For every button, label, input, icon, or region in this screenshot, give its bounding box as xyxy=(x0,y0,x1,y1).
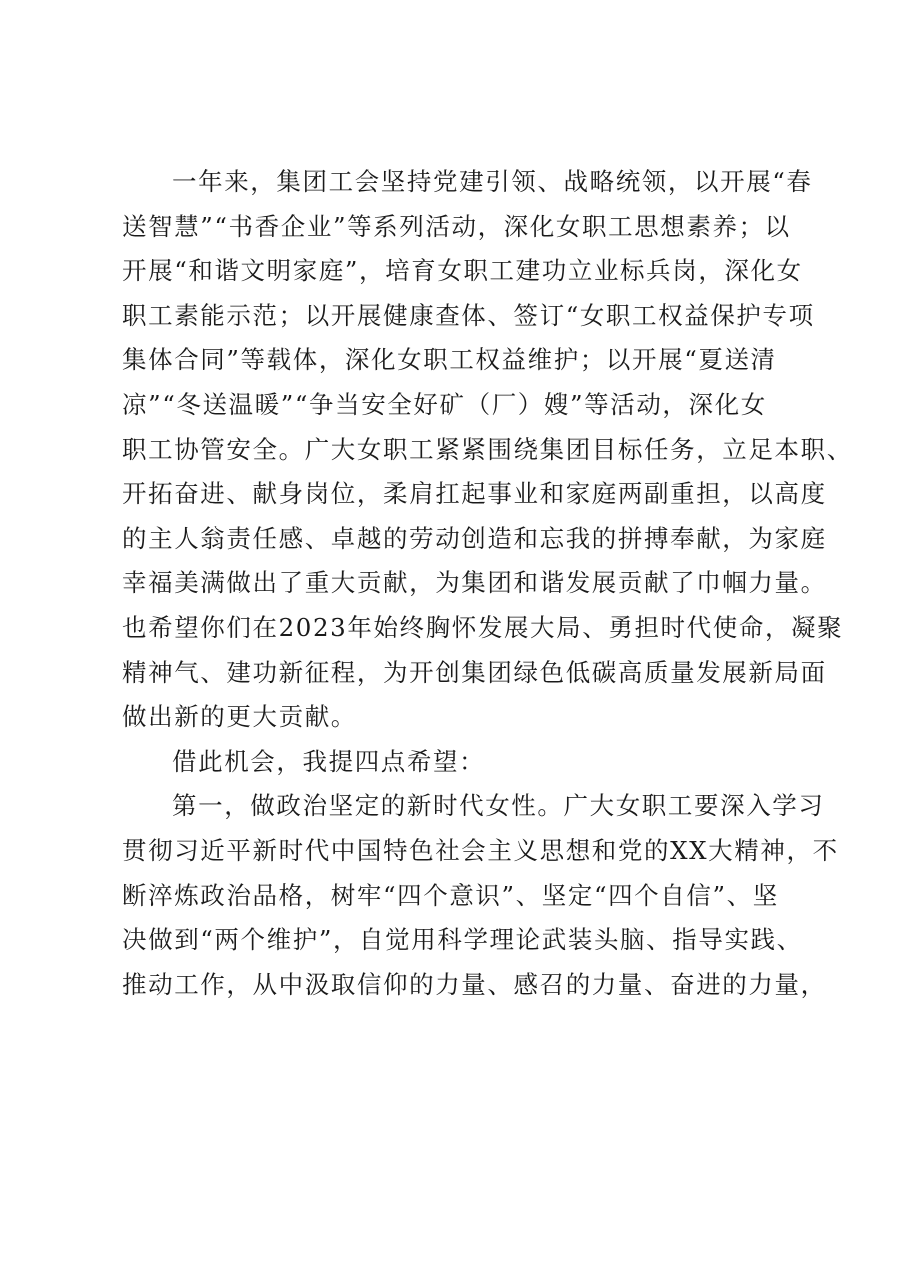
paragraph-line: 开展“和谐文明家庭”，培育女职工建功立业标兵岗，深化女 xyxy=(122,256,803,286)
paragraph-line: 精神气、建功新征程，为开创集团绿色低碳高质量发展新局面 xyxy=(122,657,827,687)
paragraph-line: 职工素能示范；以开展健康查体、签订“女职工权益保护专项 xyxy=(122,300,815,330)
paragraph-line: 一年来，集团工会坚持党建引领、战略统领，以开展“春 xyxy=(172,167,813,196)
paragraph-line: 也希望你们在2023年始终胸怀发展大局、勇担时代使命，凝聚 xyxy=(122,612,844,642)
paragraph-line: 开拓奋进、献身岗位，柔肩扛起事业和家庭两副重担，以高度 xyxy=(122,479,827,509)
paragraph-line: 第一，做政治坚定的新时代女性。广大女职工要深入学习 xyxy=(172,791,825,821)
paragraph-line: 做出新的更大贡献。 xyxy=(122,702,357,732)
paragraph-line: 借此机会，我提四点希望： xyxy=(172,746,486,776)
paragraph-line: 幸福美满做出了重大贡献，为集团和谐发展贡献了巾帼力量。 xyxy=(122,568,827,598)
paragraph-line: 的主人翁责任感、卓越的劳动创造和忘我的拼搏奉献，为家庭 xyxy=(122,523,827,553)
paragraph-line: 决做到“两个维护”，自觉用科学理论武装头脑、指导实践、 xyxy=(122,925,803,955)
paragraph-line: 推动工作，从中汲取信仰的力量、感召的力量、奋进的力量， xyxy=(122,969,827,999)
paragraph-line: 集体合同”等载体，深化女职工权益维护；以开展“夏送清 xyxy=(122,345,777,375)
paragraph-line: 贯彻习近平新时代中国特色社会主义思想和党的XX大精神，不 xyxy=(122,835,839,865)
paragraph-line: 断淬炼政治品格，树牢“四个意识”、坚定“四个自信”、坚 xyxy=(122,880,779,910)
paragraph-line: 职工协管安全。广大女职工紧紧围绕集团目标任务，立足本职、 xyxy=(122,434,853,464)
paragraph-line: 凉”“冬送温暖”“争当安全好矿（厂）嫂”等活动，深化女 xyxy=(122,389,767,419)
document-body xyxy=(122,160,853,1007)
paragraph-line: 送智慧”“书香企业”等系列活动，深化女职工思想素养；以 xyxy=(122,211,791,241)
